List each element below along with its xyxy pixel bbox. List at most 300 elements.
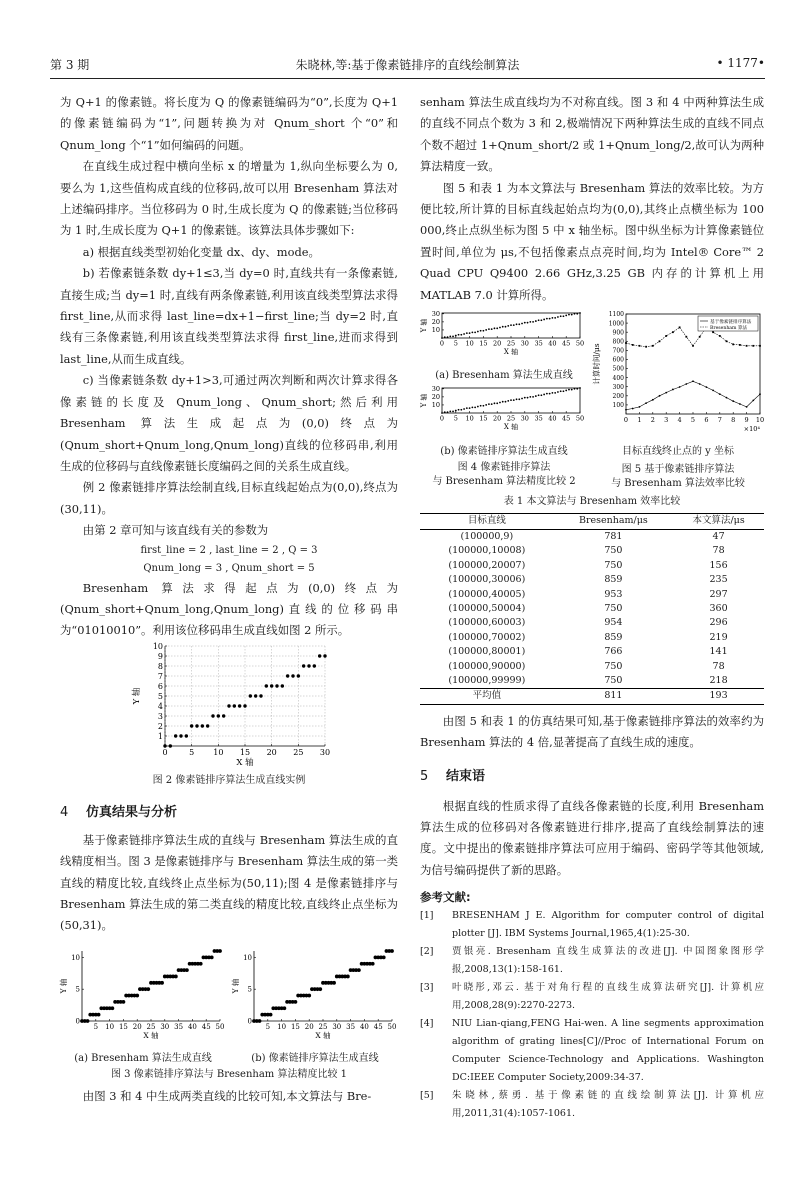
x-tick-label: 45 [562,414,571,423]
x-tick-label: 30 [520,414,529,423]
data-point [185,734,188,737]
data-point [574,313,576,315]
data-point [318,654,321,657]
y-tick-label: 20 [431,318,440,327]
y-tick-label: 600 [612,356,624,364]
data-point [444,336,446,338]
data-point [521,323,523,325]
section-title: 仿真结果与分析 [86,804,178,820]
reference-number: [3] [420,982,434,994]
paragraph: Bresenham 算法求得起点为(0,0)终点为(Qnum_short+Qnum_long,Qnum_long)直线的位移码串为“01010010”。利用该位移码串生成直线如图 2 所示。 [60,580,398,638]
data-point [752,400,754,402]
y-tick-label: 5 [75,985,80,994]
data-point [568,314,570,316]
data-point [282,1006,286,1010]
data-point [463,333,465,335]
data-point [507,325,509,327]
step-b: b) 若像素链条数 dy+1≤3,当 dy=0 时,直线共有一条像素链,直接生成;当 dy=1 时,直线有两条像素链,利用该直线类型算法求得 first_line,从而求得 last_line=dx+1−first_line;当 dy=2 时,直线有三条像素链,利用该直线类型算法求得 first_line,进而求得到 last_line,从而生成直线。 [60,266,398,366]
section-number: 4 [60,804,69,820]
data-point [535,396,537,398]
data-point [552,392,554,394]
table-cell: 193 [673,689,764,704]
table-row [420,674,764,689]
data-point [712,331,714,333]
data-point [441,413,443,415]
data-point [449,336,451,338]
y-tick-label: 1100 [608,311,624,319]
table-cell: (100000,60003) [448,617,526,629]
data-point [540,319,542,321]
y-tick-label: 10 [152,641,163,651]
x-tick-label: 9 [744,416,749,425]
x-tick-label: 10 [213,747,224,757]
data-point [645,346,647,348]
data-point [346,974,350,978]
table-row [420,631,764,645]
data-point [557,316,559,318]
data-point [313,664,316,667]
data-point [505,401,507,403]
y-tick-label: 400 [612,374,624,382]
reference-item [420,979,764,1015]
data-point [746,406,748,408]
data-point [499,402,501,404]
data-point [672,331,674,333]
x-tick-label: 45 [201,1022,211,1031]
y-axis-label: Y 轴 [420,394,428,408]
data-point [543,319,545,321]
table-cell: 296 [709,617,728,629]
data-point [571,389,573,391]
table-cell: 766 [604,646,623,658]
reference-item [420,1015,764,1087]
right-column [420,92,764,1123]
data-point [302,664,305,667]
table-row [420,645,764,659]
data-point [270,684,273,687]
x-tick-label: 0 [439,339,445,348]
table-cell: 750 [604,660,623,672]
data-point [485,329,487,331]
data-point [458,334,460,336]
data-point [625,342,627,344]
y-tick-label: 5 [247,985,252,994]
data-point [563,315,565,317]
running-title: 朱晓林,等:基于像素链排序的直线绘制算法 [295,58,520,72]
figure-3 [60,947,398,1066]
data-point [496,403,498,405]
data-point [521,398,523,400]
table-cell: 360 [709,602,728,614]
data-point [513,400,515,402]
data-point [543,394,545,396]
figure-3a-caption: (a) Bresenham 算法生成直线 [74,1053,212,1065]
data-point [507,400,509,402]
data-point [455,335,457,337]
table-cell: (100000,99999) [448,674,526,686]
table-cell: 297 [709,588,728,600]
data-point [532,321,534,323]
table-header: 目标直线 [420,514,554,529]
data-point [474,407,476,409]
table-cell: 235 [709,574,728,586]
data-point [265,684,268,687]
table-row [420,602,764,616]
data-point [97,1013,101,1017]
data-point [110,1006,114,1010]
data-point [746,345,748,347]
data-point [466,332,468,334]
data-point [557,392,559,394]
data-point [563,391,565,393]
efficiency-table [420,513,764,704]
data-point [86,1019,90,1023]
y-tick-label: 9 [157,651,163,661]
y-tick-label: 0 [75,1017,80,1026]
paragraph: 由图 5 和表 1 的仿真结果可知,基于像素链排序算法的效率约为 Bresenham 算法的 4 倍,显著提高了直线生成的速度。 [420,713,764,750]
table-cell: (100000,40005) [448,588,526,600]
x-tick-label: 5 [453,339,458,348]
table-cell: (100000,50004) [448,602,526,614]
data-point [259,694,262,697]
data-point [524,322,526,324]
data-point [483,405,485,407]
data-point [719,335,721,337]
reference-number: [1] [420,910,434,922]
y-tick-label: 10 [431,326,440,335]
running-header [50,56,765,76]
data-point [652,399,654,401]
x-tick-label: 0 [162,747,168,757]
data-point [752,345,754,347]
data-point [759,393,761,395]
x-axis-label: X 轴 [315,1030,331,1040]
figure-4a-caption: (a) Bresenham 算法生成直线 [435,370,573,382]
y-tick-label: 1 [157,731,163,741]
paragraph: senham 算法生成直线均为不对称直线。图 3 和 4 中两种算法生成的直线不同点个数为 3 和 2,极端情况下两种算法生成的直线不同点个数不超过 1+Qnum_short/2 或 1+Qnum_long/2,故可认为两种算法精度一致。 [420,95,764,174]
figure-3a [60,947,226,1066]
x-tick-label: 35 [346,1022,356,1031]
data-point [357,968,361,972]
y-tick-label: 100 [612,402,624,410]
table-cell: 平均值 [420,689,554,704]
data-point [275,684,278,687]
reference-number: [4] [420,1018,434,1030]
data-point [286,674,289,677]
data-point [455,410,457,412]
table-cell: 953 [604,588,623,600]
data-point [565,390,567,392]
data-point [199,962,203,966]
data-point [206,724,209,727]
data-point [491,404,493,406]
data-point [291,674,294,677]
x-tick-label: 25 [146,1022,156,1031]
data-point [201,724,204,727]
x-tick-label: 6 [704,416,709,425]
data-point [739,403,741,405]
x-tick-label: 35 [534,339,543,348]
data-point [652,345,654,347]
y-tick-label: 500 [612,365,624,373]
y-tick-label: 30 [431,385,440,394]
figure-5-x-label: 目标直线终止点的 y 坐标 [621,446,734,458]
x-axis-label: X 轴 [143,1030,159,1040]
table-cell: (100000,20007) [448,559,526,571]
table-cell: (100000,70002) [448,631,526,643]
figure-3b [232,947,398,1066]
data-point [174,974,178,978]
section-5-heading [420,766,764,788]
data-point [146,987,150,991]
x-tick-label: 50 [215,1022,225,1031]
data-point [632,344,634,346]
x-tick-label: 5 [690,416,696,425]
data-point [726,397,728,399]
x-tick-label: 5 [93,1022,99,1031]
data-point [546,393,548,395]
y-tick-label: 10 [243,953,252,962]
data-point [452,336,454,338]
page-number: • 1177• [716,56,765,70]
figure-5 [592,310,764,491]
data-point [527,397,529,399]
table-cell: (100000,30006) [448,574,526,586]
data-point [502,401,504,403]
data-point [480,330,482,332]
data-point [685,383,687,385]
data-point [281,684,284,687]
data-point [483,330,485,332]
data-point [460,334,462,336]
data-point [449,411,451,413]
table-cell: (100000,9) [460,530,514,542]
data-point [554,317,556,319]
y-axis-label: Y 轴 [59,978,68,994]
data-point [477,406,479,408]
x-axis-label: X 轴 [503,348,519,357]
data-point [474,332,476,334]
table-average-row [420,689,764,704]
y-tick-label: 7 [157,671,163,681]
data-point [469,408,471,410]
table-row [420,616,764,630]
data-point [307,993,311,997]
table-1-caption: 表 1 本文算法与 Bresenham 效率比较 [503,496,681,508]
y-tick-label: 30 [431,310,440,319]
x-axis-label: X 轴 [503,423,519,432]
data-point [706,386,708,388]
data-point [552,317,554,319]
data-point [323,654,326,657]
x-tick-label: 35 [174,1022,184,1031]
table-cell: 750 [604,559,623,571]
data-point [579,388,581,390]
x-tick-label: 15 [479,414,488,423]
data-point [160,981,164,985]
x-tick-label: 25 [506,414,516,423]
x-tick-label: 10 [465,414,474,423]
data-point [297,674,300,677]
data-point [732,400,734,402]
data-point [238,704,241,707]
data-point [218,949,222,953]
y-tick-label: 3 [157,711,163,721]
data-point [524,397,526,399]
x-tick-label: 5 [265,1022,271,1031]
x-tick-label: 15 [239,747,251,757]
data-point [174,734,177,737]
data-point [632,408,634,410]
table-header: Bresenham/μs [554,514,674,529]
x-multiplier-label: ×10⁴ [743,425,760,434]
data-point [576,388,578,390]
data-point [565,315,567,317]
data-point [485,405,487,407]
left-column [60,92,398,1108]
references-heading: 参考文献: [420,890,471,905]
data-point [382,955,386,959]
paragraph: 图 5 和表 1 为本文算法与 Bresenham 算法的效率比较。为方便比较,所计算的目标直线起始点均为(0,0),其终止点横坐标为 100 000,终止点纵坐标为图 5 中 x 轴坐标。图中纵坐标为计算像素链位置时间,单位为 μs,不包括像素点点亮时间,均为 Intel® Core™ 2 Quad CPU Q9400 2.66 GHz,3.25 GB 内存的计算机上用 MATLAB 7.0 计算所得。 [420,180,764,302]
data-point [659,340,661,342]
data-point [516,399,518,401]
x-tick-label: 15 [479,339,488,348]
reference-number: [2] [420,946,434,958]
data-point [294,1000,298,1004]
table-row [420,544,764,558]
x-tick-label: 5 [189,747,195,757]
x-tick-label: 10 [105,1022,115,1031]
data-point [390,949,394,953]
data-point [494,403,496,405]
data-point [488,404,490,406]
table-row [420,588,764,602]
data-point [571,314,573,316]
data-point [222,714,225,717]
data-point [685,336,687,338]
legend-label: Bresenham 算法 [710,325,748,331]
data-point [516,323,518,325]
data-point [211,714,214,717]
data-point [496,327,498,329]
data-point [625,409,627,411]
figure-4-caption-line-1: 图 4 像素链排序算法 [457,461,551,473]
data-point [195,724,198,727]
table-cell: 781 [604,530,623,542]
data-point [665,335,667,337]
data-point [639,345,641,347]
table-cell: 750 [604,545,623,557]
x-tick-label: 30 [520,339,529,348]
data-point [518,323,520,325]
figure-4b-caption: (b) 像素链排序算法生成直线 [440,445,568,457]
data-point [491,328,493,330]
data-point [659,395,661,397]
x-tick-label: 15 [290,1022,300,1031]
reference-text: 贾银亮. Bresenham 直线生成算法的改进[J]. 中国图象图形学报,2008,13(1):158-161. [452,946,764,976]
data-point [719,393,721,395]
x-tick-label: 35 [534,414,543,423]
data-point [568,389,570,391]
table-cell: (100000,10008) [448,545,526,557]
data-point [243,704,246,707]
table-cell: (100000,90000) [448,660,526,672]
x-tick-label: 20 [493,339,502,348]
y-tick-label: 2 [157,721,163,731]
data-point [447,412,449,414]
figure-4b-chart [420,385,588,437]
x-tick-label: 40 [187,1022,197,1031]
example-title: 例 2 像素链排序算法绘制直线,目标直线起始点为(0,0),终点为(30,11)。 [60,480,398,516]
table-row [420,660,764,674]
table-row [420,529,764,544]
figure-5-caption-line-1: 图 5 基于像素链排序算法 [621,464,735,476]
x-tick-label: 40 [548,339,557,348]
section-title: 结束语 [446,768,486,784]
data-point [732,344,734,346]
x-tick-label: 25 [293,747,304,757]
table-cell: 78 [712,660,725,672]
data-point [210,955,214,959]
section-4-heading [60,802,398,824]
step-a: a) 根据直线类型初始化变量 dx、dy、mode。 [82,244,320,259]
data-point [258,1019,262,1023]
x-tick-label: 20 [266,747,277,757]
data-point [269,1013,273,1017]
reference-text: BRESENHAM J E. Algorithm for computer control of digital plotter [J]. IBM Systems Journal,1965,4(1):25-30. [452,910,764,940]
data-point [639,406,641,408]
x-tick-label: 50 [575,339,585,348]
paragraph: 由第 2 章可知与该直线有关的参数为 [82,523,269,538]
y-axis-label: 计算时间/μs [592,343,601,385]
table-row [420,573,764,587]
x-tick-label: 10 [277,1022,287,1031]
data-point [679,327,681,329]
y-tick-label: 900 [612,329,624,337]
table-cell: 750 [604,602,623,614]
data-point [444,412,446,414]
data-point [477,331,479,333]
x-tick-label: 3 [664,416,669,425]
data-point [488,328,490,330]
y-axis-label: Y 轴 [420,318,428,333]
data-point [460,409,462,411]
data-point [538,395,540,397]
x-tick-label: 50 [387,1022,397,1031]
x-tick-label: 40 [548,414,557,423]
reference-text: 朱晓林,蔡勇. 基于像素链的直线绘制算法[J]. 计算机应用,2011,31(4):1057-1061. [452,1090,764,1120]
table-cell: 954 [604,617,623,629]
x-tick-label: 30 [319,747,331,757]
data-point [712,390,714,392]
x-axis-label: X 轴 [236,757,254,768]
data-point [672,389,674,391]
reference-item [420,943,764,979]
table-header: 本文算法/μs [673,514,764,529]
data-point [692,345,694,347]
table-cell: 219 [709,631,728,643]
x-tick-label: 5 [453,414,458,423]
x-tick-label: 7 [717,416,722,425]
y-tick-label: 1000 [608,320,624,328]
data-point [546,318,548,320]
table-cell: 859 [604,631,623,643]
data-point [759,345,761,347]
data-point [574,388,576,390]
data-point [233,704,236,707]
y-tick-label: 5 [157,691,163,701]
paragraph: 基于像素链排序算法生成的直线与 Bresenham 算法生成的直线精度相当。图 3 是像素链排序与 Bresenham 算法生成的第一类直线的精度比较,直线终止点坐标为(50,11);图 4 是像素链排序与 Bresenham 算法生成的第二类直线的精度比较,直线终止点坐标为(50,31)。 [60,832,398,933]
